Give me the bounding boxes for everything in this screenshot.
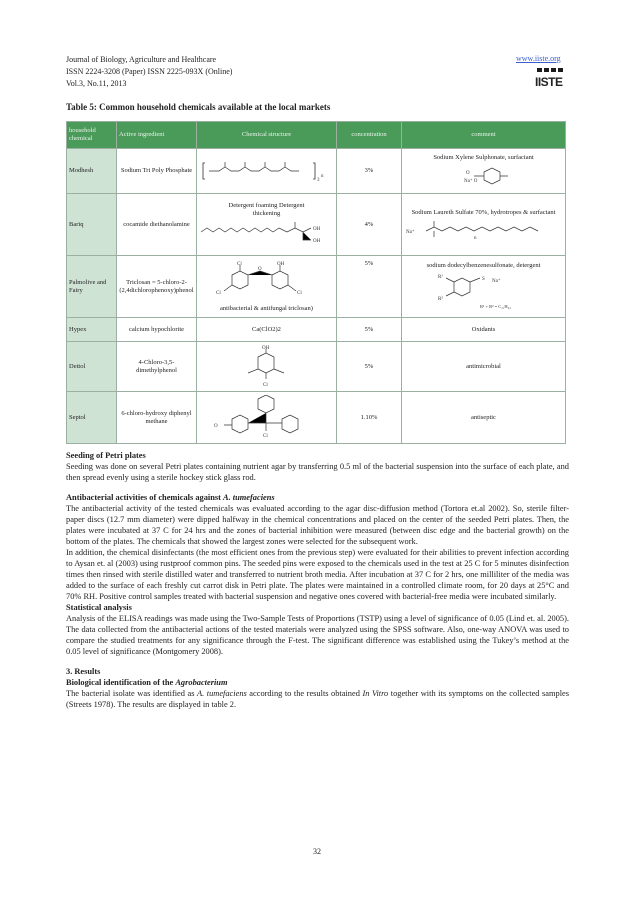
- svg-text:Na⁺ O: Na⁺ O: [463, 179, 477, 184]
- cell-ingredient: calcium hypochlorite: [117, 318, 197, 342]
- cell-concentration: 5%: [337, 318, 402, 342]
- iiste-logo: [535, 66, 565, 92]
- cell-structure: [197, 392, 337, 444]
- svg-text:R¹: R¹: [437, 274, 443, 280]
- svg-text:OH: OH: [276, 261, 284, 267]
- journal-volume: Vol.3, No.11, 2013: [66, 79, 127, 88]
- cell-chemical: Septol: [67, 392, 117, 444]
- cell-concentration: 4%: [337, 194, 402, 256]
- table-row: [67, 318, 566, 342]
- col-header: Chemical structure: [197, 122, 337, 149]
- section-heading: Antibacterial activities of chemicals against A. tumefaciens: [66, 493, 275, 502]
- cell-structure: [197, 194, 337, 256]
- tripolyphosphate-structure: [199, 159, 329, 183]
- svg-text:Na⁺: Na⁺: [491, 278, 500, 284]
- cell-comment: antiseptic: [402, 392, 566, 444]
- cell-comment: [402, 256, 566, 318]
- svg-text:OH: OH: [313, 239, 321, 244]
- journal-issn: ISSN 2224-3208 (Paper) ISSN 2225-093X (Online): [66, 67, 233, 76]
- table-row: [67, 194, 566, 256]
- cell-structure: [197, 342, 337, 392]
- body-text: [66, 450, 569, 710]
- cell-chemical: Modhesh: [67, 149, 117, 194]
- svg-text:n: n: [474, 235, 477, 241]
- cell-comment: [402, 149, 566, 194]
- cell-concentration: 5%: [337, 256, 402, 318]
- table-row: [67, 149, 566, 194]
- triclosan-structure: [202, 261, 332, 305]
- dodecylbenzenesulfonate-structure: [424, 270, 544, 312]
- journal-title: Journal of Biology, Agriculture and Healthcare: [66, 55, 217, 64]
- svg-text:Cl: Cl: [215, 290, 221, 296]
- col-header: concentration: [337, 122, 402, 149]
- svg-text:O: O: [465, 171, 470, 176]
- svg-text:O: O: [257, 266, 262, 272]
- table-row: [67, 256, 566, 318]
- chemicals-table: [66, 121, 566, 444]
- paragraph: The bacterial isolate was identified as A. tumefaciens according to the results obtained In Vitro together with its symptoms on the collected samples (Streets 1978). The results are displayed in table 2.: [66, 689, 569, 709]
- comment-text: Sodium Xylene Sulphonate, surfactant: [433, 154, 534, 161]
- svg-text:OH: OH: [261, 345, 269, 351]
- table-header-row: [67, 122, 566, 149]
- col-header: Active ingredient: [117, 122, 197, 149]
- subsection-heading: Biological identification of the Agrobacterium: [66, 678, 228, 687]
- svg-text:OH: OH: [313, 227, 321, 232]
- table-caption: Table 5: Common household chemicals available at the local markets: [66, 102, 331, 112]
- cell-comment: Oxidants: [402, 318, 566, 342]
- table-row: [67, 392, 566, 444]
- svg-text:R²: R²: [437, 296, 443, 302]
- laureth-sulfate-structure: [404, 217, 554, 241]
- section-heading: Statistical analysis: [66, 603, 132, 612]
- cell-concentration: 3%: [337, 149, 402, 194]
- cell-structure: [197, 149, 337, 194]
- section-heading: 3. Results: [66, 667, 101, 676]
- paragraph: The antibacterial activity of the tested chemicals was evaluated according to the agar disc-diffusion method (Tortora et.al 2002). So, sterile filter-paper discs (12.7 mm diameter) were dipped halfway in the chemical concentrations and placed on the center of the seeded Petri plates. Then, the plates were incubated at 37 C for 24 hrs and the zones of bacterial inhibition were measured (between disc edge and the bacterial growth) on the bottom of the plates. The chemicals that showed the largest zones were selected for the subsequent work.: [66, 504, 569, 546]
- chloroxylenol-structure: [202, 345, 332, 389]
- cell-ingredient: 4-Chloro-3,5-dimethylphenol: [117, 342, 197, 392]
- xylene-sulfonate-structure: [444, 162, 524, 188]
- cell-structure: [197, 256, 337, 318]
- paragraph: In addition, the chemical disinfectants (the most efficient ones from the previous step) were evaluated for their abilities to prevent infection according to Aysan et. al (2003) using rustproof common pins. The seeded pins were exposed to the chemicals used in the test at 25 C for 5 minutes disinfection times then rinsed with sterile distilled water and transferred to nutrient broth media. After incubation at 37 C for 2 hrs, one milliliter of the media was added to the surface of each freshly cut carrot disk in Petri plate. The plates were maintained in a controlled climate room, for 20 days at 25°C and 70% RH. Positive control samples treated with bacterial suspension and negative ones covered with bacterial-free media were incubated similarly.: [66, 548, 569, 601]
- svg-text:3: 3: [317, 178, 320, 183]
- svg-text:Cl: Cl: [262, 433, 268, 439]
- structure-note: Detergent foaming Detergent thickening: [228, 202, 305, 217]
- paragraph: Analysis of the ELISA readings was made using the Two-Sample Tests of Proportions (TSTP) using a level of significance of 0.05 (Lind et. al. 2005). The data collected from the antibacterial actions of the tested materials were analyzed using the SPSS software. Also, one-way ANOVA was used to compare the studied treatments for any significance through the F-test. The significant difference was established using the Tukey’s method at the 0.05 level of significance (Montgomery 2008).: [66, 614, 569, 656]
- paragraph: Seeding was done on several Petri plates containing nutrient agar by transferring 0.5 ml of the bacterial suspension into the surface of each plate, and then spread evenly using a sterile hockey stick glass rod.: [66, 462, 569, 482]
- svg-text:S: S: [481, 276, 485, 282]
- cell-ingredient: cocamide diethanolamine: [117, 194, 197, 256]
- cell-ingredient: Triclosan = 5-chloro-2-(2,4dichlorophenoxy)phenol: [117, 256, 197, 318]
- svg-text:Cl: Cl: [236, 261, 242, 267]
- septol-structure: [202, 395, 332, 441]
- svg-text:Cl: Cl: [262, 382, 268, 388]
- cell-structure: Ca(ClO2)2: [197, 318, 337, 342]
- comment-text: sodium dodecylbenzenesulfonate, detergent: [426, 261, 541, 269]
- cell-ingredient: Sodium Tri Poly Phosphate: [117, 149, 197, 194]
- col-header: household chemical: [67, 122, 117, 149]
- comment-text: Sodium Laureth Sulfate 70%, hydrotropes & surfactant: [411, 208, 556, 216]
- svg-text:O: O: [213, 423, 218, 429]
- cell-comment: [402, 194, 566, 256]
- cell-chemical: Palmolive and Fairy: [67, 256, 117, 318]
- cell-comment: antimicrobial: [402, 342, 566, 392]
- cell-ingredient: 6-chloro-hydroxy diphenyl methane: [117, 392, 197, 444]
- table-row: [67, 342, 566, 392]
- cell-chemical: Hypex: [67, 318, 117, 342]
- structure-note: antibacterial & antifungal triclosan): [220, 304, 313, 312]
- svg-text:R¹ + R² = C₁₁H₂₄: R¹ + R² = C₁₁H₂₄: [479, 303, 511, 309]
- page-number: 32: [313, 847, 321, 856]
- cell-chemical: Dettol: [67, 342, 117, 392]
- journal-url-link[interactable]: www.iiste.org: [516, 54, 561, 63]
- svg-text:Cl: Cl: [296, 290, 302, 296]
- logo-text: IISTE: [535, 75, 563, 89]
- cell-concentration: 5%: [337, 342, 402, 392]
- svg-text:n: n: [321, 174, 324, 179]
- col-header: comment: [402, 122, 566, 149]
- svg-text:Na⁺: Na⁺: [406, 229, 415, 235]
- cell-chemical: Bariq: [67, 194, 117, 256]
- section-heading: Seeding of Petri plates: [66, 451, 146, 460]
- cell-concentration: 1.10%: [337, 392, 402, 444]
- cocamide-structure: [199, 218, 329, 244]
